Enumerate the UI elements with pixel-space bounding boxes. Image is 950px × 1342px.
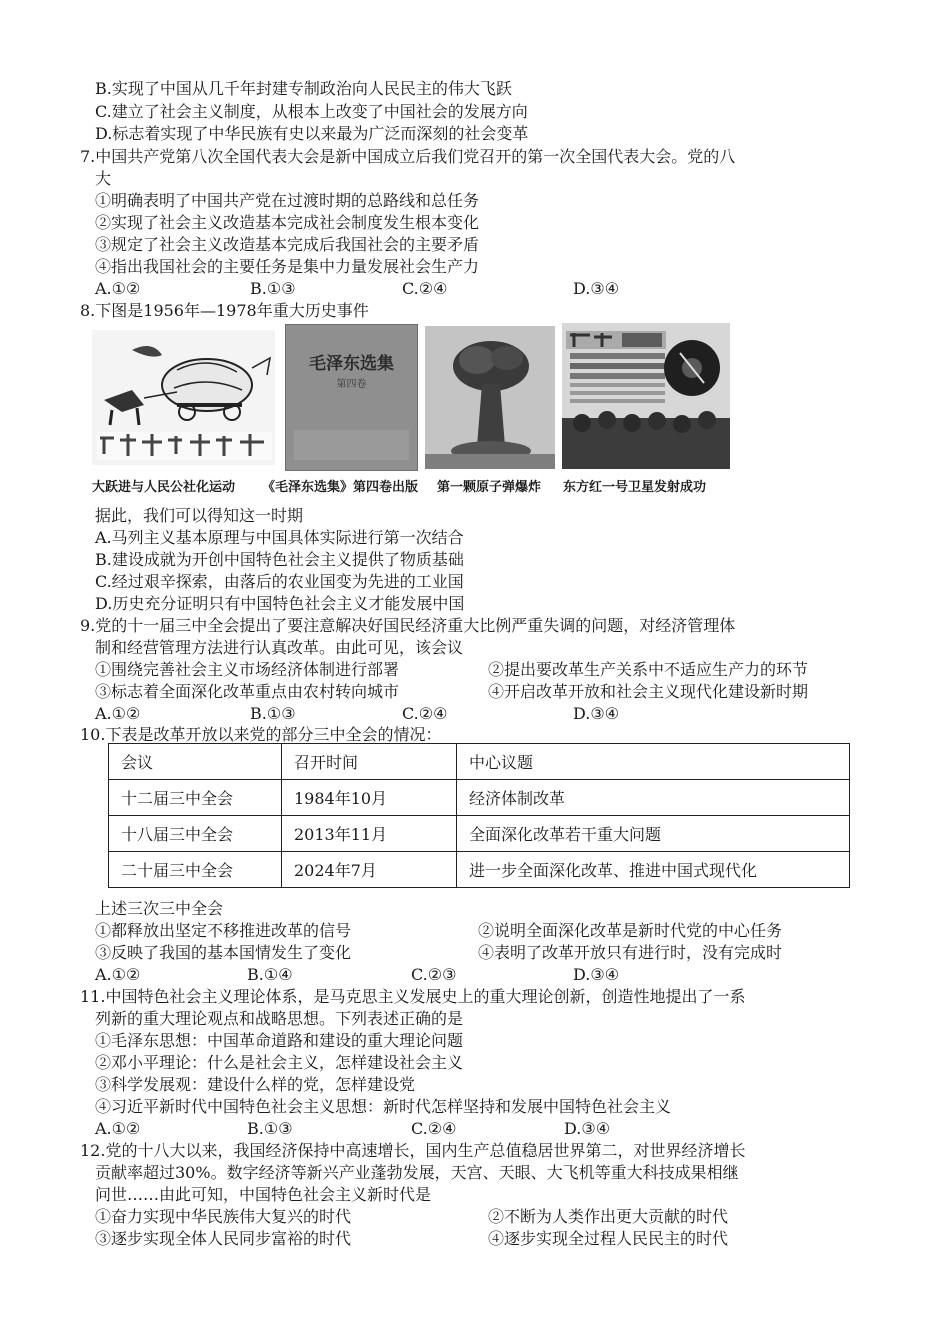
table-cell: 2024年7月 [282, 852, 457, 888]
q8-lead: 据此，我们可以得知这一时期 [95, 506, 304, 525]
q10-lead: 上述三次三中全会 [95, 899, 224, 918]
q7-stem: 7.中国共产党第八次全国代表大会是新中国成立后我们党召开的第一次全国代表大会。党的八 [80, 147, 736, 166]
table-row [109, 780, 850, 816]
q11-item-4: ④习近平新时代中国特色社会主义思想：新时代怎样坚持和发展中国特色社会主义 [95, 1097, 672, 1116]
q7-item-3: ③规定了社会主义改造基本完成后我国社会的主要矛盾 [95, 235, 480, 254]
q9-item-2: ②提出要改革生产关系中不适应生产力的环节 [488, 660, 809, 679]
q10-option-b: B.①④ [247, 965, 293, 984]
q9-option-a: A.①② [95, 704, 141, 723]
q11-option-d: D.③④ [564, 1119, 611, 1138]
q11-option-a: A.①② [95, 1119, 141, 1138]
q7-option-a: A.①② [95, 279, 141, 298]
q12-stem: 12.党的十八大以来，我国经济保持中高速增长，国内生产总值稳居世界第二，对世界经济增长 [80, 1141, 746, 1160]
caption-4: 东方红一号卫星发射成功 [563, 480, 707, 495]
q11-options [95, 1118, 855, 1140]
q9-option-c: C.②④ [402, 704, 448, 723]
q12-item-1: ①奋力实现中华民族伟大复兴的时代 [95, 1207, 352, 1226]
table-cell: 2013年11月 [282, 816, 457, 852]
q11-item-3: ③科学发展观：建设什么样的党，怎样建设党 [95, 1075, 416, 1094]
q7-options [95, 278, 855, 300]
table-header: 召开时间 [282, 744, 457, 780]
table-header-row [109, 744, 850, 780]
book-volume-text: 第四卷 [336, 379, 367, 390]
q9-stem: 9.党的十一届三中全会提出了要注意解决好国民经济重大比例严重失调的问题，对经济管理体 [80, 616, 736, 635]
q11-stem: 11.中国特色社会主义理论体系，是马克思主义发展史上的重大理论创新，创造性地提出了一系 [80, 987, 746, 1006]
great-leap-cartoon-image [92, 330, 275, 465]
q6-option-b: B.实现了中国从几千年封建专制政治向人民民主的伟大飞跃 [95, 79, 512, 98]
q12-item-3: ③逐步实现全体人民同步富裕的时代 [95, 1229, 352, 1248]
q11-option-c: C.②④ [411, 1119, 457, 1138]
q6-option-d: D.标志着实现了中华民族有史以来最为广泛而深刻的社会变革 [95, 124, 529, 143]
table-cell: 二十届三中全会 [109, 852, 282, 888]
atomic-bomb-photo [425, 326, 555, 469]
q12-stem-cont-2: 问世……由此可知，中国特色社会主义新时代是 [95, 1185, 432, 1204]
q8-stem: 8.下图是1956年—1978年重大历史事件 [80, 301, 369, 320]
q10-item-2: ②说明全面深化改革是新时代党的中心任务 [478, 921, 783, 940]
table-cell: 1984年10月 [282, 780, 457, 816]
table-cell: 经济体制改革 [457, 780, 850, 816]
table-cell: 进一步全面深化改革、推进中国式现代化 [457, 852, 850, 888]
q11-item-2: ②邓小平理论：什么是社会主义，怎样建设社会主义 [95, 1053, 464, 1072]
q9-item-1: ①围绕完善社会主义市场经济体制进行部署 [95, 660, 400, 679]
q8-option-b: B.建设成就为开创中国特色社会主义提供了物质基础 [95, 550, 464, 569]
q9-item-4: ④开启改革开放和社会主义现代化建设新时期 [488, 682, 809, 701]
q7-stem-cont: 大 [95, 169, 112, 188]
q8-option-c: C.经过艰辛探索，由落后的农业国变为先进的工业国 [95, 572, 464, 591]
table-row [109, 852, 850, 888]
q11-stem-cont: 列新的重大理论观点和战略思想。下列表述正确的是 [95, 1009, 464, 1028]
caption-3: 第一颗原子弹爆炸 [437, 480, 542, 495]
mao-selected-works-cover-image [285, 324, 418, 471]
q9-options [95, 703, 855, 725]
q9-option-b: B.①③ [250, 704, 296, 723]
book-title-text: 毛泽东选集 [309, 354, 394, 374]
q8-option-d: D.历史充分证明只有中国特色社会主义才能发展中国 [95, 594, 465, 613]
q10-table [108, 743, 850, 888]
table-cell: 全面深化改革若干重大问题 [457, 816, 850, 852]
q7-item-4: ④指出我国社会的主要任务是集中力量发展社会生产力 [95, 257, 480, 276]
q8-option-a: A.马列主义基本原理与中国具体实际进行第一次结合 [95, 528, 464, 547]
q6-option-c: C.建立了社会主义制度，从根本上改变了中国社会的发展方向 [95, 102, 528, 121]
q7-item-2: ②实现了社会主义改造基本完成社会制度发生根本变化 [95, 213, 480, 232]
q10-option-c: C.②③ [411, 965, 457, 984]
q10-options [95, 964, 855, 986]
q7-option-d: D.③④ [573, 279, 620, 298]
q7-option-b: B.①③ [250, 279, 296, 298]
q12-item-4: ④逐步实现全过程人民民主的时代 [488, 1229, 729, 1248]
q12-stem-cont: 贡献率超过30%。数字经济等新兴产业蓬勃发展，天宫、天眼、大飞机等重大科技成果相继 [95, 1163, 739, 1182]
caption-1: 大跃进与人民公社化运动 [92, 480, 236, 495]
table-cell: 十八届三中全会 [109, 816, 282, 852]
q9-stem-cont: 制和经营管理方法进行认真改革。由此可见，该会议 [95, 638, 464, 657]
q10-option-a: A.①② [95, 965, 141, 984]
q10-option-d: D.③④ [573, 965, 620, 984]
table-header: 中心议题 [457, 744, 850, 780]
q9-option-d: D.③④ [573, 704, 620, 723]
table-header: 会议 [109, 744, 282, 780]
q10-stem: 10.下表是改革开放以来党的部分三中全会的情况： [80, 725, 442, 744]
q11-item-1: ①毛泽东思想：中国革命道路和建设的重大理论问题 [95, 1031, 464, 1050]
q10-item-4: ④表明了改革开放只有进行时，没有完成时 [478, 943, 783, 962]
table-cell: 十二届三中全会 [109, 780, 282, 816]
q11-option-b: B.①③ [247, 1119, 293, 1138]
q7-option-c: C.②④ [402, 279, 448, 298]
table-row [109, 816, 850, 852]
q9-item-3: ③标志着全面深化改革重点由农村转向城市 [95, 682, 400, 701]
q10-item-3: ③反映了我国的基本国情发生了变化 [95, 943, 352, 962]
caption-2: 《毛泽东选集》第四卷出版 [262, 480, 419, 495]
q12-item-2: ②不断为人类作出更大贡献的时代 [488, 1207, 729, 1226]
dongfanghong-satellite-newspaper-image [562, 323, 730, 469]
q7-item-1: ①明确表明了中国共产党在过渡时期的总路线和总任务 [95, 191, 480, 210]
q10-item-1: ①都释放出坚定不移推进改革的信号 [95, 921, 352, 940]
